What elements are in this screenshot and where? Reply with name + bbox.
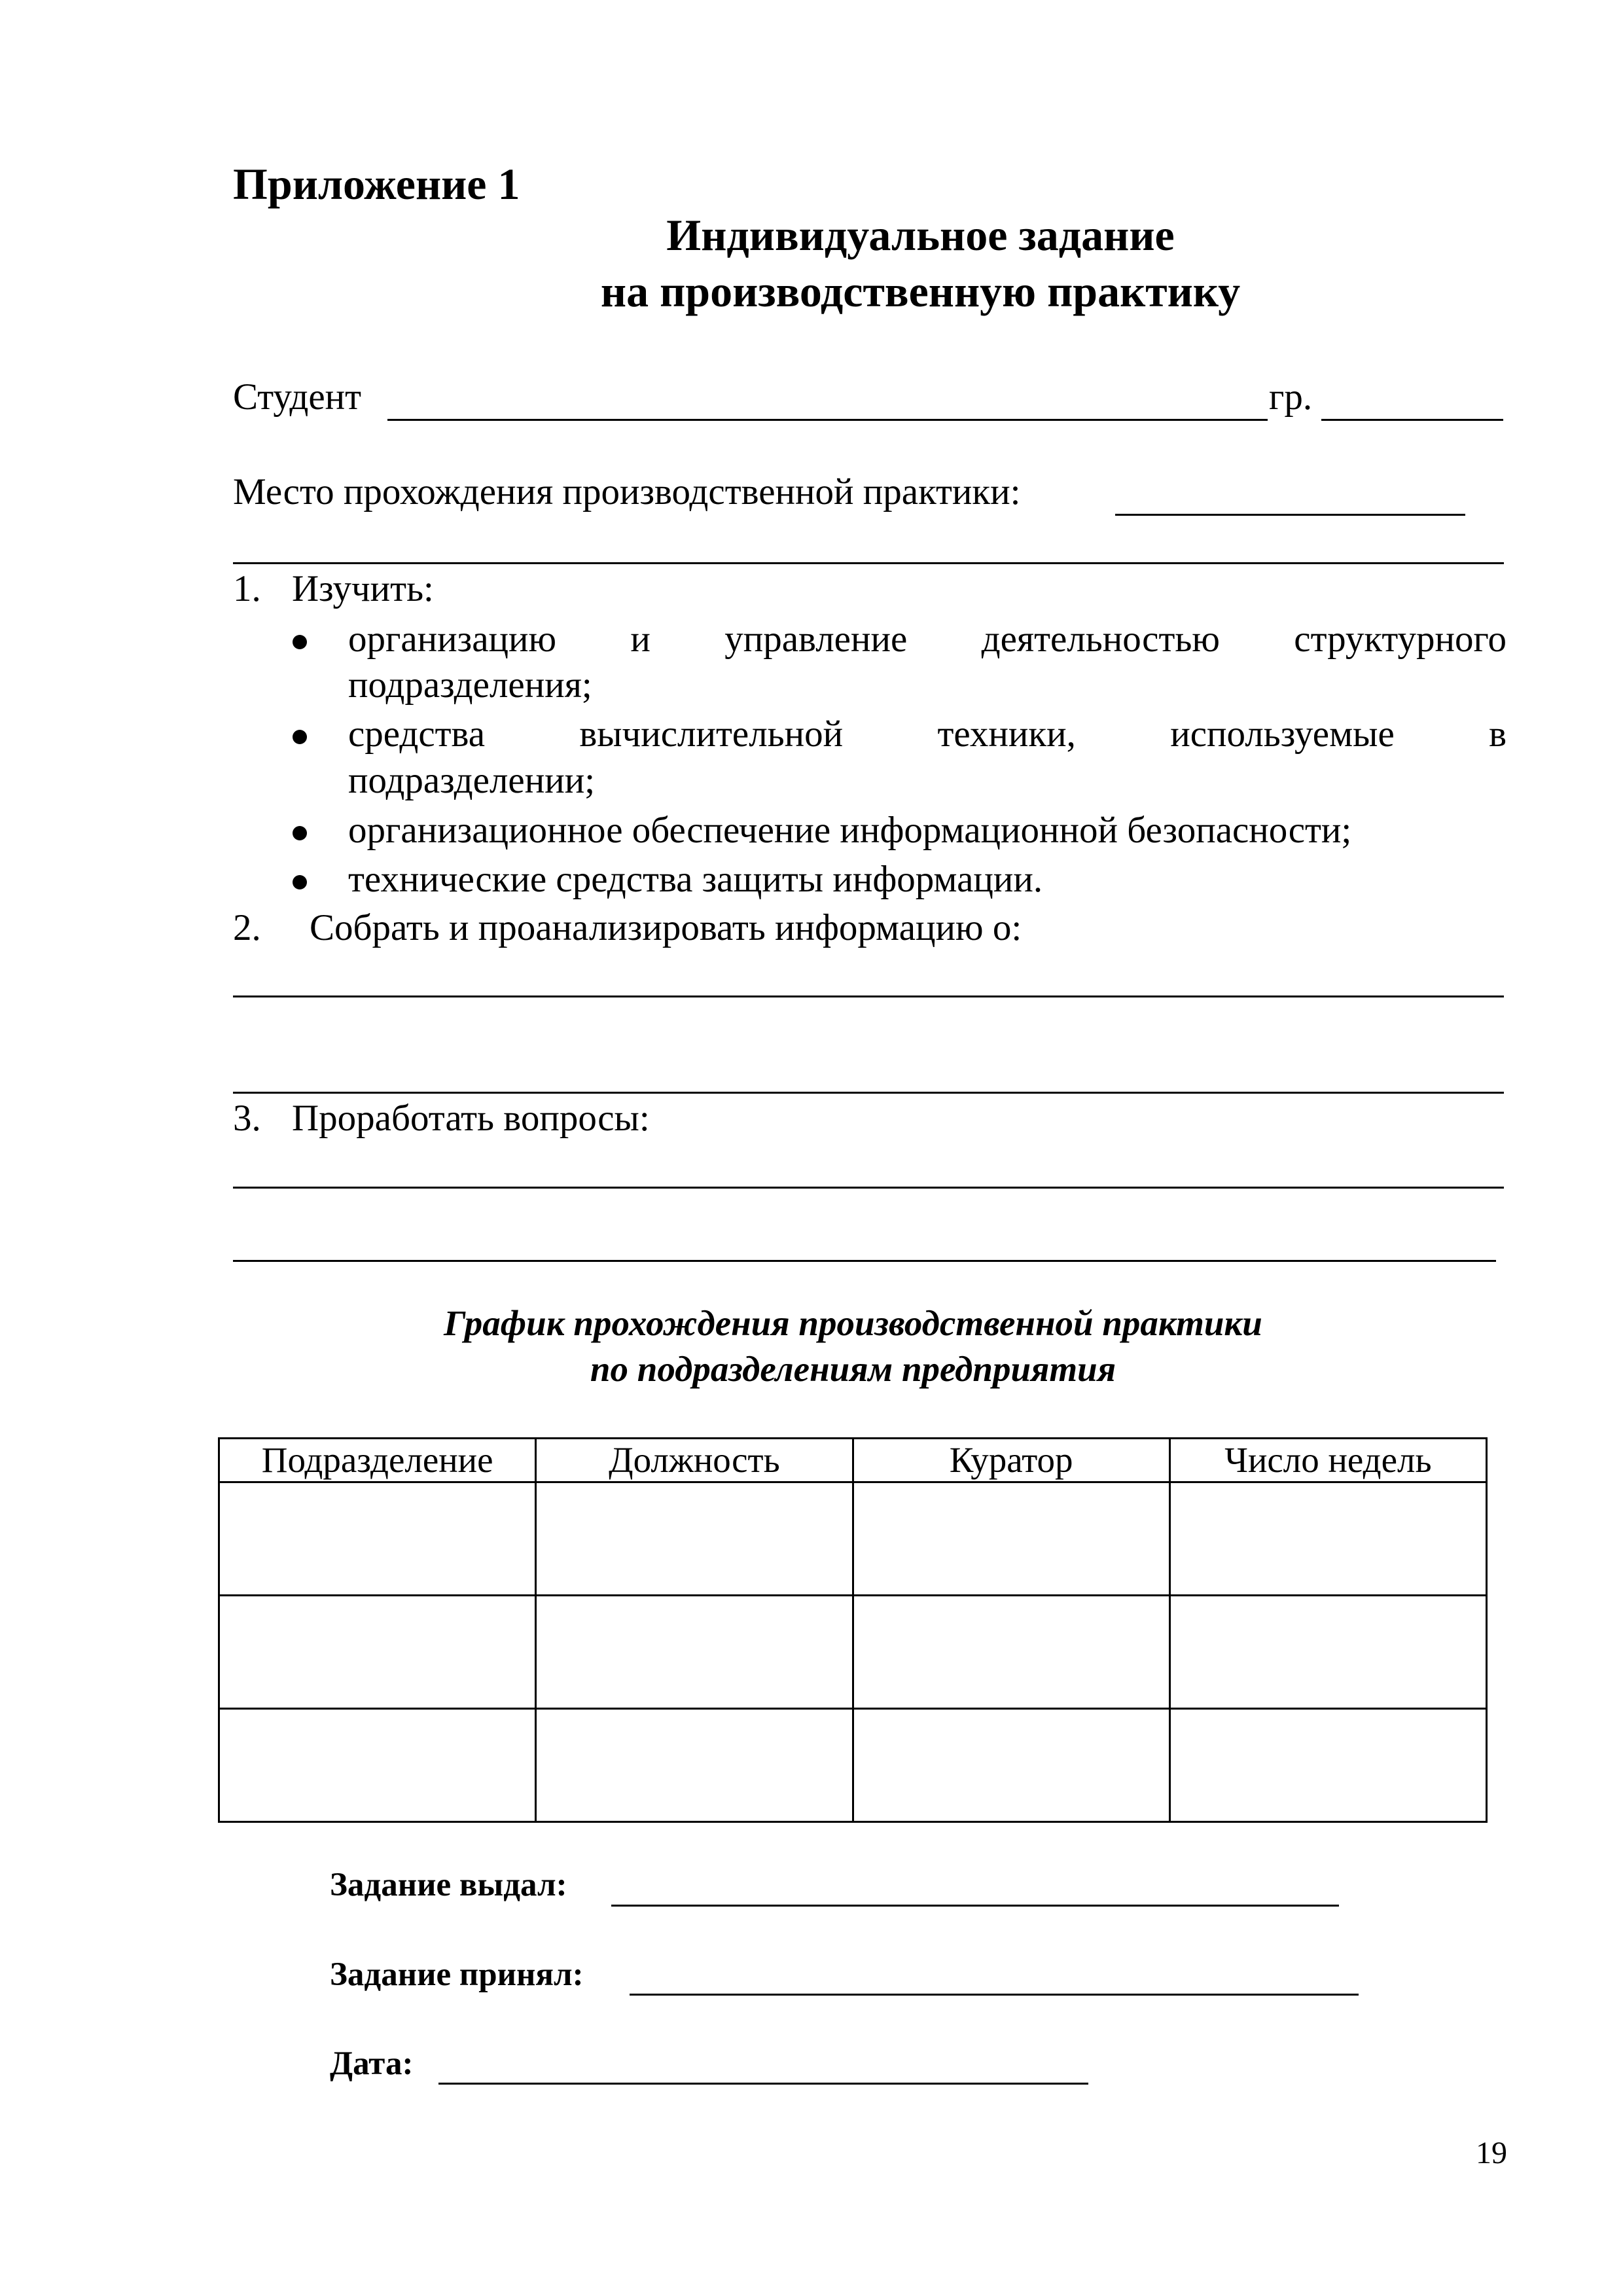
table-row <box>219 1596 1487 1709</box>
task3-number: 3. <box>233 1098 261 1139</box>
student-name-field[interactable] <box>387 419 1268 421</box>
column-header-position: Должность <box>536 1439 853 1482</box>
table-row <box>219 1709 1487 1822</box>
schedule-table <box>218 1437 1488 1823</box>
bullet-1 <box>293 635 307 649</box>
bullet-1-line1: организацию и управление деятельностью структурного <box>348 619 1507 660</box>
table-cell[interactable] <box>219 1709 536 1822</box>
bullet-2 <box>293 730 307 744</box>
column-header-department: Подразделение <box>219 1439 536 1482</box>
task2-number: 2. <box>233 907 261 948</box>
document-title-line2: на производственную практику <box>600 266 1241 316</box>
place-field-continuation[interactable] <box>233 562 1504 564</box>
task2-answer-line-1[interactable] <box>233 996 1504 997</box>
bullet-2-line1: средства вычислительной техники, используемые в <box>348 713 1507 755</box>
schedule-header-row <box>219 1439 1487 1482</box>
issued-by-label: Задание выдал: <box>330 1867 567 1903</box>
group-label: гр. <box>1269 376 1313 418</box>
column-header-curator: Куратор <box>853 1439 1169 1482</box>
place-label: Место прохождения производственной практики: <box>233 471 1021 512</box>
table-cell[interactable] <box>536 1596 853 1709</box>
bullet-3 <box>293 826 307 840</box>
appendix-label: Приложение 1 <box>233 159 520 209</box>
table-row <box>219 1482 1487 1596</box>
table-cell[interactable] <box>219 1596 536 1709</box>
group-field[interactable] <box>1321 419 1503 421</box>
task3-answer-line-2[interactable] <box>233 1260 1496 1262</box>
bullet-2-line2: подразделении; <box>348 760 596 801</box>
task3-label: Проработать вопросы: <box>292 1098 650 1139</box>
page-number: 19 <box>1476 2136 1507 2170</box>
table-cell[interactable] <box>853 1596 1169 1709</box>
date-label: Дата: <box>330 2045 414 2082</box>
table-cell[interactable] <box>219 1482 536 1596</box>
table-cell[interactable] <box>536 1482 853 1596</box>
task2-answer-line-2[interactable] <box>233 1092 1504 1094</box>
bullet-4 <box>293 875 307 889</box>
student-label: Студент <box>233 376 362 418</box>
place-field[interactable] <box>1115 514 1465 516</box>
issued-by-field[interactable] <box>611 1905 1339 1907</box>
bullet-3-line1: организационное обеспечение информационной безопасности; <box>348 810 1352 851</box>
document-title-line1: Индивидуальное задание <box>666 210 1175 260</box>
column-header-weeks: Число недель <box>1169 1439 1486 1482</box>
table-cell[interactable] <box>1169 1596 1486 1709</box>
table-cell[interactable] <box>1169 1709 1486 1822</box>
accepted-by-label: Задание принял: <box>330 1956 584 1993</box>
table-cell[interactable] <box>536 1709 853 1822</box>
schedule-title-line1: График прохождения производственной практики <box>444 1303 1262 1343</box>
schedule-title-line2: по подразделениям предприятия <box>590 1349 1116 1389</box>
table-cell[interactable] <box>1169 1482 1486 1596</box>
bullet-1-line2: подразделения; <box>348 664 592 706</box>
task3-answer-line-1[interactable] <box>233 1187 1504 1189</box>
table-cell[interactable] <box>853 1709 1169 1822</box>
date-field[interactable] <box>438 2083 1088 2085</box>
task2-label: Собрать и проанализировать информацию о: <box>310 907 1022 948</box>
task1-label: Изучить: <box>292 568 434 609</box>
table-cell[interactable] <box>853 1482 1169 1596</box>
bullet-4-line1: технические средства защиты информации. <box>348 859 1043 900</box>
accepted-by-field[interactable] <box>630 1994 1359 1996</box>
task1-number: 1. <box>233 568 261 609</box>
